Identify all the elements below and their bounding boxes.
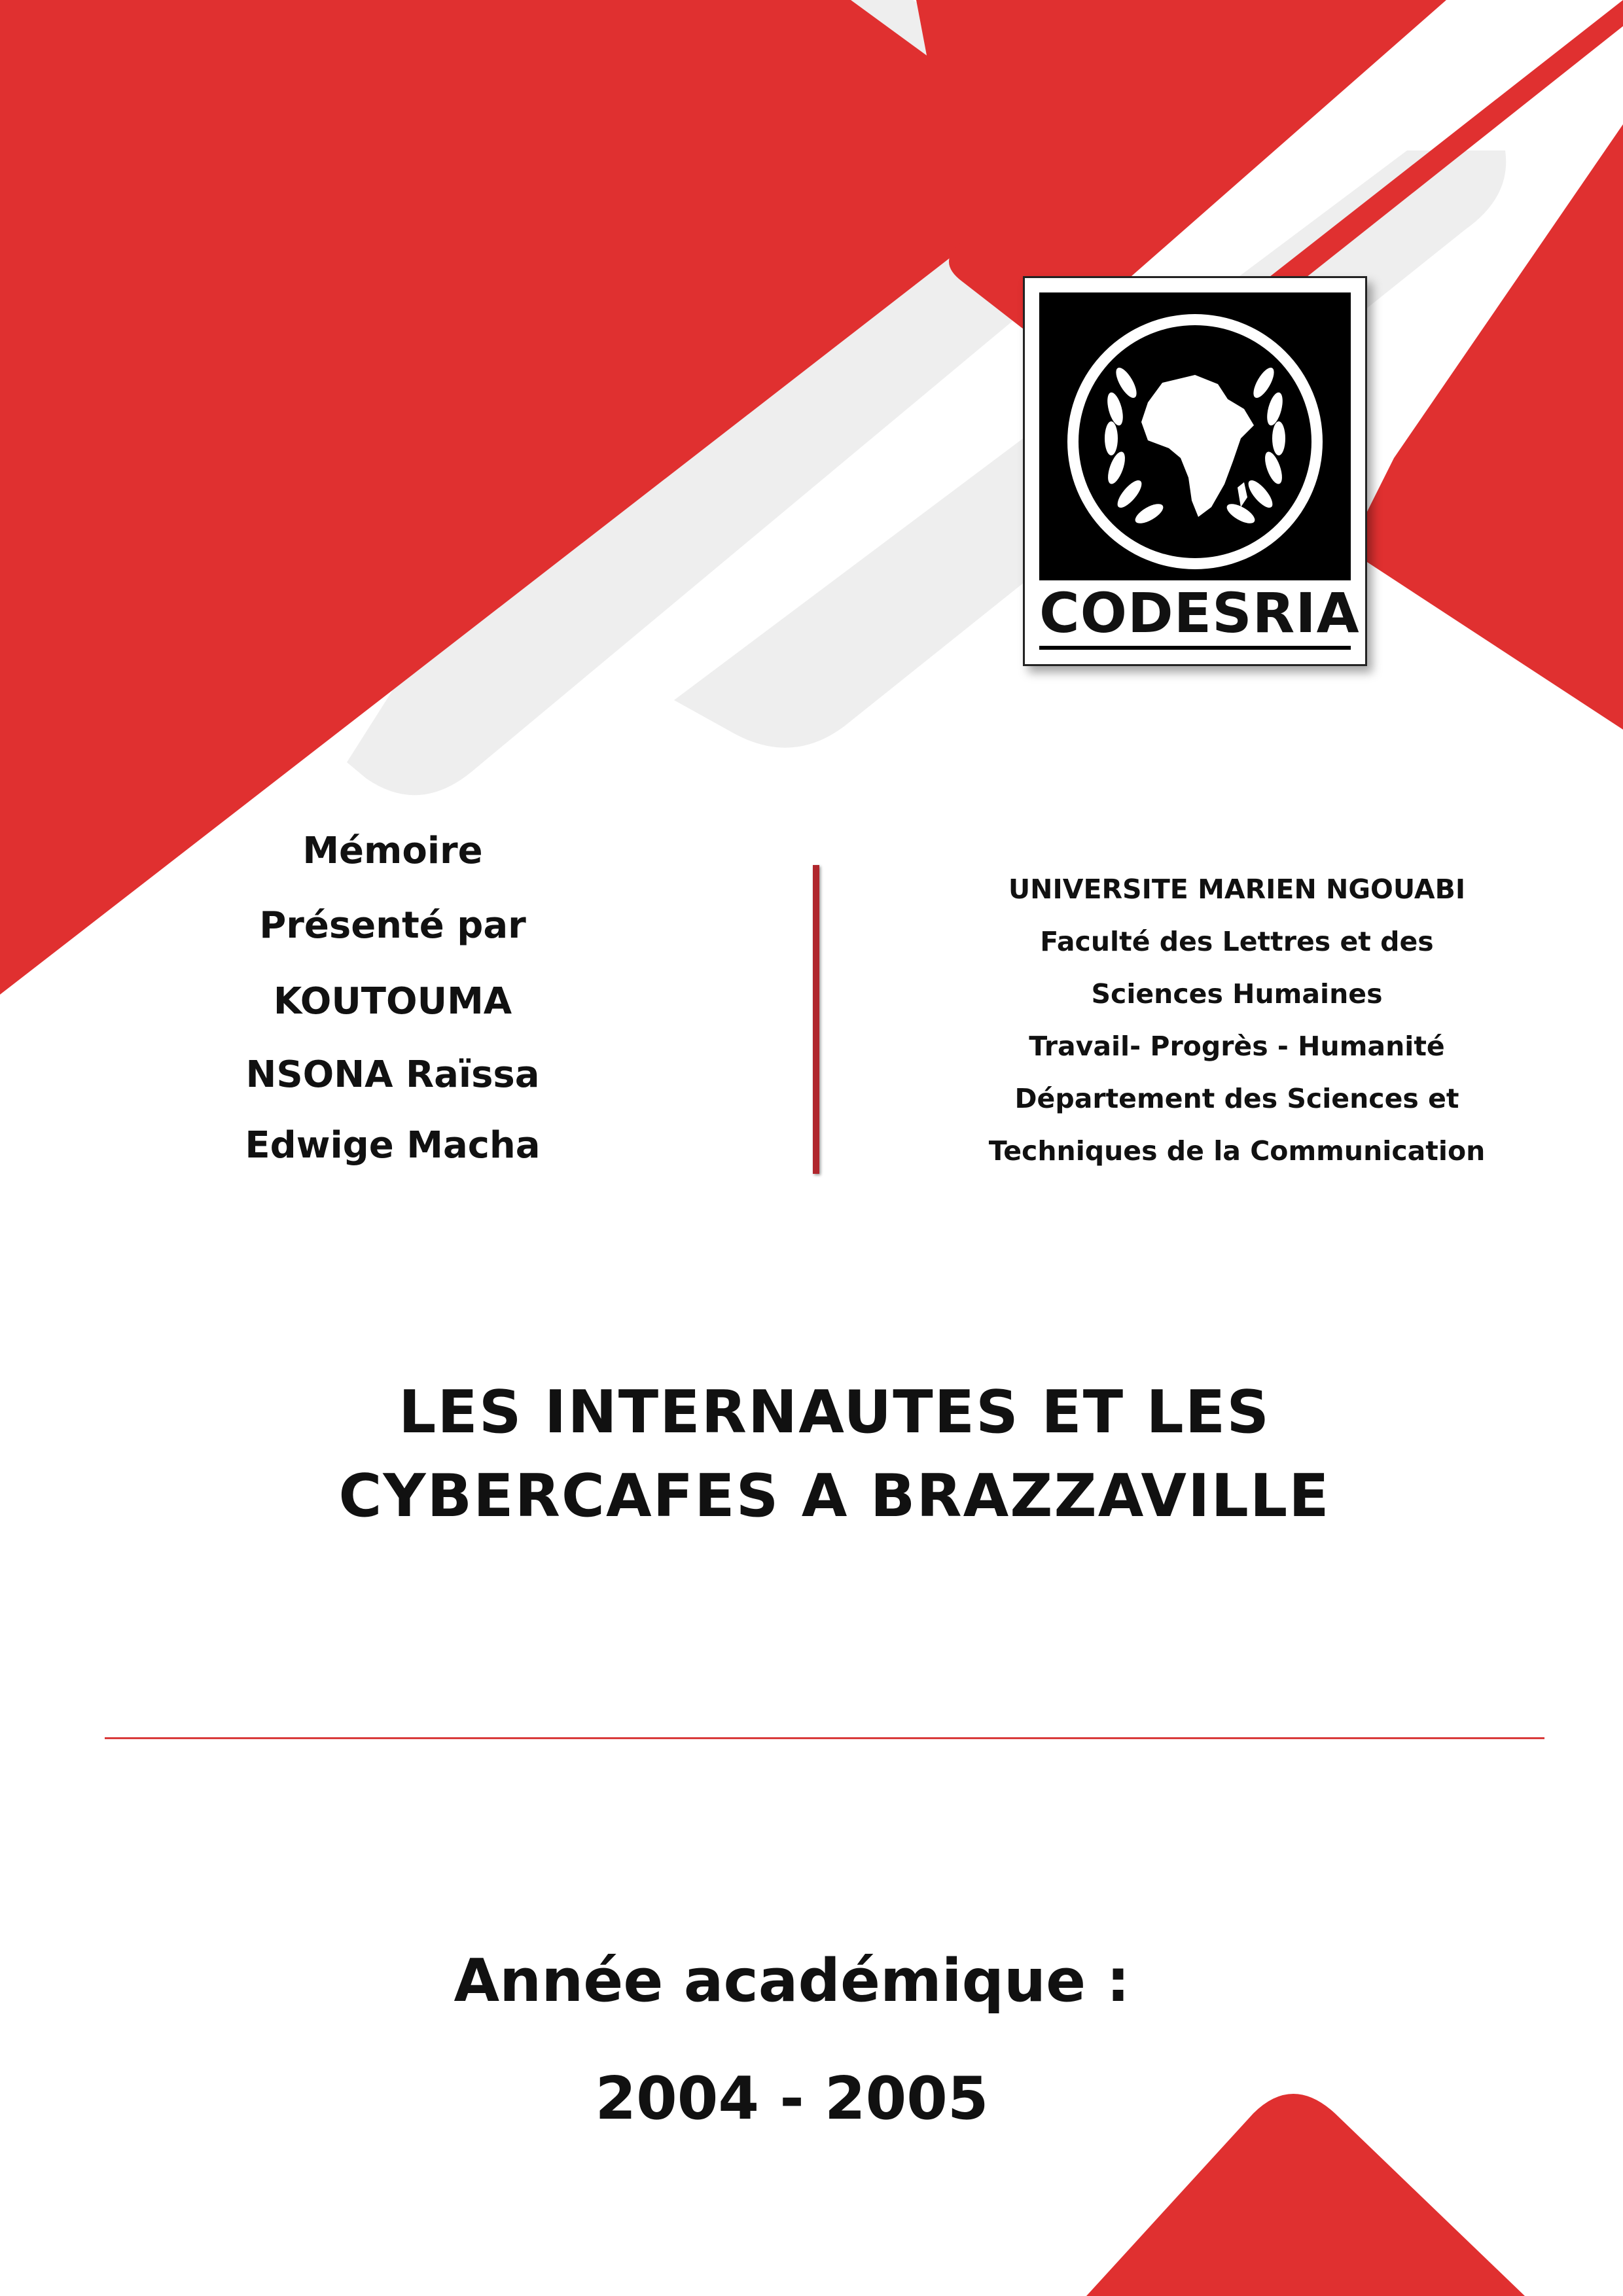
codesria-wordmark: CODESRIA — [1039, 581, 1360, 645]
author-name-line1: KOUTOUMA — [273, 980, 512, 1023]
vertical-divider — [813, 865, 819, 1174]
codesria-logo — [1023, 276, 1367, 666]
author-name-line2: NSONA Raïssa — [245, 1053, 540, 1096]
horizontal-divider — [105, 1737, 1544, 1739]
university-name: UNIVERSITE MARIEN NGOUABI — [1008, 874, 1466, 905]
title-line1: LES INTERNAUTES ET LES — [398, 1378, 1271, 1447]
department-line1: Département des Sciences et — [1014, 1083, 1459, 1114]
presented-by-label: Présenté par — [259, 904, 526, 947]
faculty-line2: Sciences Humaines — [1091, 978, 1383, 1010]
title-line2: CYBERCAFES A BRAZZAVILLE — [338, 1462, 1330, 1530]
africa-laurel-icon — [1064, 311, 1326, 573]
department-line2: Techniques de la Communication — [988, 1135, 1486, 1167]
academic-year-value: 2004 - 2005 — [595, 2064, 989, 2133]
document-title — [131, 1371, 1538, 1538]
academic-year-label: Année académique : — [454, 1947, 1130, 2015]
memoir-label: Mémoire — [302, 830, 483, 872]
motto: Travail- Progrès - Humanité — [1029, 1031, 1445, 1062]
faculty-line1: Faculté des Lettres et des — [1040, 926, 1434, 957]
author-name-line3: Edwige Macha — [245, 1124, 541, 1167]
